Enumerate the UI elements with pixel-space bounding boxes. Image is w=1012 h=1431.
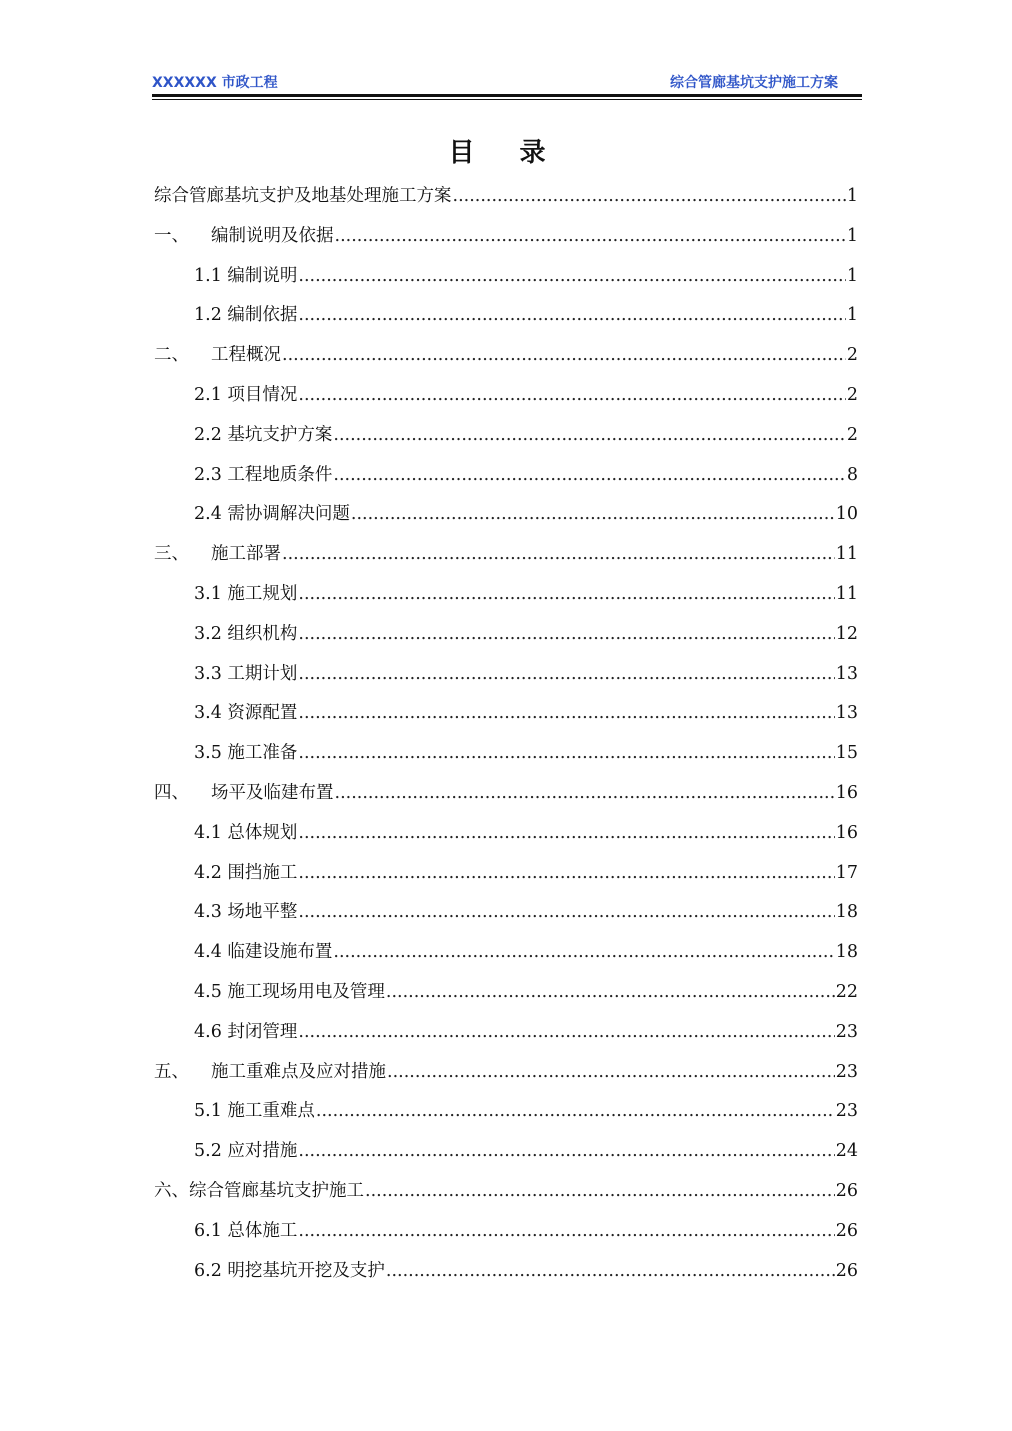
toc-entry-number: 五、	[154, 1061, 189, 1082]
toc-entry[interactable]	[194, 496, 858, 532]
toc-entry-leader	[282, 536, 835, 572]
toc-entry-label: 1.2 编制依据	[194, 305, 298, 326]
toc-entry-page: 18	[835, 942, 858, 963]
toc-entry[interactable]	[194, 656, 858, 692]
header-rule-thin	[152, 99, 862, 100]
toc-entry-page: 22	[835, 982, 858, 1002]
toc-entry-label: 6.1 总体施工	[194, 1220, 298, 1241]
toc-entry-label: 2.1 项目情况	[194, 385, 298, 405]
toc-entry-label: 综合管廊基坑支护及地基处理施工方案	[154, 186, 452, 206]
toc-entry[interactable]	[154, 1054, 858, 1090]
toc-entry-page: 16	[835, 822, 858, 843]
toc-entry-leader	[387, 1054, 835, 1090]
toc-entry-leader	[365, 1173, 835, 1209]
toc-entry[interactable]	[154, 178, 858, 214]
toc-entry-leader	[298, 1213, 834, 1249]
toc-entry-label: 工程概况	[211, 345, 281, 366]
toc-entry-label: 3.5 施工准备	[194, 743, 298, 764]
toc-entry-number: 二、	[154, 345, 189, 366]
toc-entry-leader	[453, 178, 846, 214]
header-right-text: 综合管廊基坑支护施工方案	[670, 75, 838, 91]
toc-entry-leader	[316, 1093, 835, 1129]
toc-entry-page: 1	[846, 225, 858, 246]
toc-entry[interactable]	[194, 1253, 858, 1289]
toc-entry-leader	[298, 576, 834, 612]
toc-entry[interactable]	[194, 894, 858, 930]
header-left-text: XXXXXX 市政工程	[152, 75, 278, 91]
toc-entry[interactable]	[194, 934, 858, 970]
toc-entry-leader	[335, 775, 835, 811]
toc-entry[interactable]	[194, 576, 858, 612]
toc-entry-number: 三、	[154, 544, 189, 565]
toc-entry-leader	[298, 1133, 834, 1169]
header-rule-thick	[152, 94, 862, 97]
page-header	[152, 72, 862, 94]
toc-entry-page: 1	[846, 305, 858, 326]
toc-entry[interactable]	[194, 1014, 858, 1050]
toc-entry-page: 26	[835, 1220, 858, 1241]
toc-entry-leader	[333, 934, 834, 970]
toc-entry-leader	[386, 974, 835, 1010]
toc-entry-leader	[282, 337, 846, 373]
toc-entry[interactable]	[154, 536, 858, 572]
toc-entry[interactable]	[194, 1133, 858, 1169]
toc-entry-label: 3.3 工期计划	[194, 663, 298, 684]
toc-entry-label: 1.1 编制说明	[194, 265, 298, 286]
toc-entry-page: 2	[846, 345, 858, 366]
toc-entry-page: 23	[835, 1061, 858, 1082]
toc-entry-leader	[335, 218, 846, 254]
toc-entry[interactable]	[194, 735, 858, 771]
toc-entry[interactable]	[194, 297, 858, 333]
toc-title: 目 录	[448, 138, 564, 168]
toc-entry-label: 施工重难点及应对措施	[211, 1061, 386, 1082]
toc-entry-label: 编制说明及依据	[211, 225, 334, 246]
toc-entry[interactable]	[154, 1173, 858, 1209]
toc-entry-leader	[298, 815, 834, 851]
toc-entry-page: 11	[835, 544, 858, 565]
toc-entry-page: 12	[835, 623, 858, 644]
toc-entry-page: 2	[846, 385, 858, 405]
toc-entry-page: 16	[835, 783, 858, 803]
toc-entry-label: 4.4 临建设施布置	[194, 942, 333, 963]
toc-entry-label: 场平及临建布置	[211, 783, 334, 803]
toc-entry-page: 26	[835, 1181, 858, 1201]
toc-entry[interactable]	[154, 218, 858, 254]
toc-entry-page: 1	[846, 186, 858, 206]
toc-entry-leader	[298, 1014, 834, 1050]
toc-entry-number: 六、	[154, 1181, 189, 1201]
toc-entry-label: 2.4 需协调解决问题	[194, 504, 350, 525]
toc-entry-label: 4.3 场地平整	[194, 902, 298, 923]
toc-entry-label: 3.1 施工规划	[194, 584, 298, 604]
toc-entry-page: 2	[846, 424, 858, 445]
toc-entry-leader	[351, 496, 835, 532]
toc-entry[interactable]	[154, 337, 858, 373]
toc-entry[interactable]	[194, 1093, 858, 1129]
toc-entry-label: 4.1 总体规划	[194, 822, 298, 843]
toc-entry[interactable]	[194, 417, 858, 453]
toc-entry-page: 26	[835, 1260, 858, 1281]
toc-entry-number: 一、	[154, 225, 189, 246]
toc-entry-leader	[298, 377, 845, 413]
toc-entry-leader	[333, 457, 845, 493]
toc-entry-label: 4.6 封闭管理	[194, 1021, 298, 1042]
toc-entry-label: 施工部署	[211, 544, 281, 565]
toc-entry[interactable]	[194, 457, 858, 493]
toc-entry[interactable]	[194, 1213, 858, 1249]
toc-entry-page: 17	[835, 862, 858, 883]
toc-entry-page: 1	[846, 265, 858, 286]
toc-entry[interactable]	[194, 377, 858, 413]
toc-entry-label: 2.2 基坑支护方案	[194, 424, 333, 445]
toc-entry[interactable]	[194, 815, 858, 851]
toc-entry-label: 3.2 组织机构	[194, 623, 298, 644]
toc-entry-leader	[386, 1253, 835, 1289]
toc-entry[interactable]	[194, 616, 858, 652]
toc-entry-label: 6.2 明挖基坑开挖及支护	[194, 1260, 385, 1281]
toc-entry[interactable]	[194, 855, 858, 891]
toc-entry-leader	[298, 616, 834, 652]
toc-entry[interactable]	[194, 695, 858, 731]
toc-entry-leader	[298, 855, 834, 891]
toc-entry-label: 5.2 应对措施	[194, 1141, 298, 1162]
toc-entry-page: 23	[835, 1101, 858, 1122]
toc-entry-leader	[298, 297, 845, 333]
toc-entry-label: 3.4 资源配置	[194, 703, 298, 724]
toc-entry-page: 24	[835, 1141, 858, 1162]
toc-entry-leader	[298, 258, 845, 294]
toc-entry-page: 8	[846, 464, 858, 485]
toc-entry[interactable]	[154, 775, 858, 811]
toc-entry-page: 18	[835, 902, 858, 923]
toc-entry-leader	[298, 656, 834, 692]
toc-entry-label: 4.2 围挡施工	[194, 862, 298, 883]
toc-entry-leader	[333, 417, 845, 453]
toc-entry-label: 5.1 施工重难点	[194, 1101, 315, 1122]
toc-entry[interactable]	[194, 258, 858, 294]
toc-entry-label: 2.3 工程地质条件	[194, 464, 333, 485]
toc-entry-page: 15	[835, 743, 858, 764]
toc-entry-page: 10	[835, 504, 858, 525]
toc-entry-page: 11	[835, 584, 858, 604]
toc-entry-leader	[298, 735, 834, 771]
toc-entry-label: 4.5 施工现场用电及管理	[194, 982, 385, 1002]
toc-entry-page: 23	[835, 1021, 858, 1042]
toc-entry-number: 四、	[154, 783, 189, 803]
toc-entry-page: 13	[835, 663, 858, 684]
toc-entry[interactable]	[194, 974, 858, 1010]
toc-entry-leader	[298, 894, 834, 930]
toc-entry-page: 13	[835, 703, 858, 724]
toc-entry-label: 综合管廊基坑支护施工	[189, 1181, 364, 1201]
toc-entry-leader	[298, 695, 834, 731]
